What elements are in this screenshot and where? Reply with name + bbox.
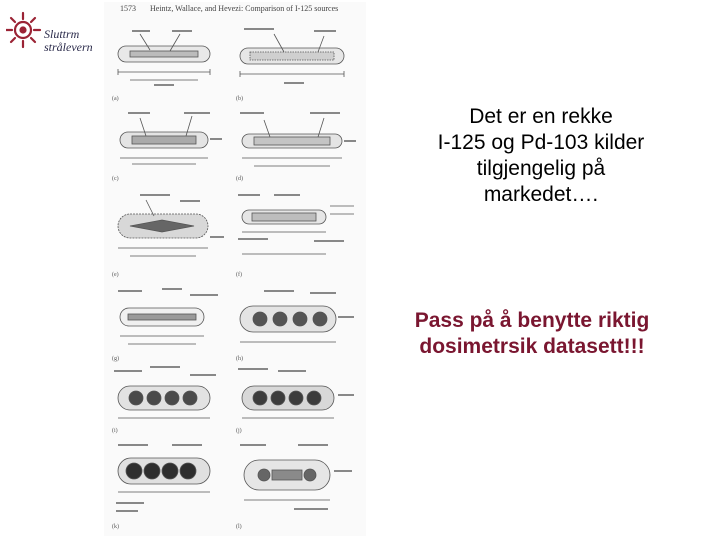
- figure-label-c: (c): [112, 176, 119, 182]
- main-statement-line-3: tilgjengelig på: [476, 157, 606, 180]
- scan-header-title: Heintz, Wallace, and Hevezi: Comparison of I-125 sources: [150, 4, 339, 13]
- logo: [6, 10, 116, 54]
- sun-compass-icon: [6, 10, 42, 50]
- figure-label-e: (e): [112, 272, 119, 278]
- seed-diagram-l: [234, 440, 360, 522]
- figure-label-f: (f): [236, 272, 242, 278]
- warning-line-2: dosimetrsik datasett!!!: [419, 335, 645, 358]
- figure-label-a: (a): [112, 96, 119, 102]
- figure-label-l: (l): [236, 524, 242, 530]
- seed-diagram-h: [234, 284, 360, 354]
- seed-diagram-f: [234, 192, 360, 268]
- seed-diagram-j: [234, 364, 360, 426]
- warning-line-1: Pass på å benytte riktig: [414, 309, 650, 332]
- seed-diagram-c: [110, 108, 228, 174]
- logo-line-1: Sluttrm: [44, 27, 80, 41]
- seed-diagram-e: [110, 192, 228, 268]
- figure-label-i: (i): [112, 428, 118, 434]
- figure-label-k: (k): [112, 524, 119, 530]
- seed-diagram-k: [110, 440, 228, 522]
- seed-diagram-a: [110, 24, 228, 94]
- figure-label-j: (j): [236, 428, 242, 434]
- main-statement-line-1: Det er en rekke: [469, 105, 613, 128]
- figure-label-g: (g): [112, 356, 119, 362]
- scan-page-number: 1573: [120, 4, 136, 13]
- logo-line-2: strålevern: [44, 40, 93, 54]
- warning-statement: [372, 308, 692, 360]
- scan-header: [120, 4, 338, 13]
- figure-label-d: (d): [236, 176, 243, 182]
- seed-diagram-b: [234, 24, 360, 94]
- seed-diagram-d: [234, 108, 360, 174]
- main-statement: [386, 104, 696, 208]
- seed-diagram-g: [110, 284, 228, 354]
- figure-label-h: (h): [236, 356, 243, 362]
- logo-text: [44, 28, 93, 54]
- figure-label-b: (b): [236, 96, 243, 102]
- main-statement-line-4: markedet….: [483, 183, 599, 206]
- seed-diagram-i: [110, 364, 228, 426]
- main-statement-line-2: I-125 og Pd-103 kilder: [437, 131, 645, 154]
